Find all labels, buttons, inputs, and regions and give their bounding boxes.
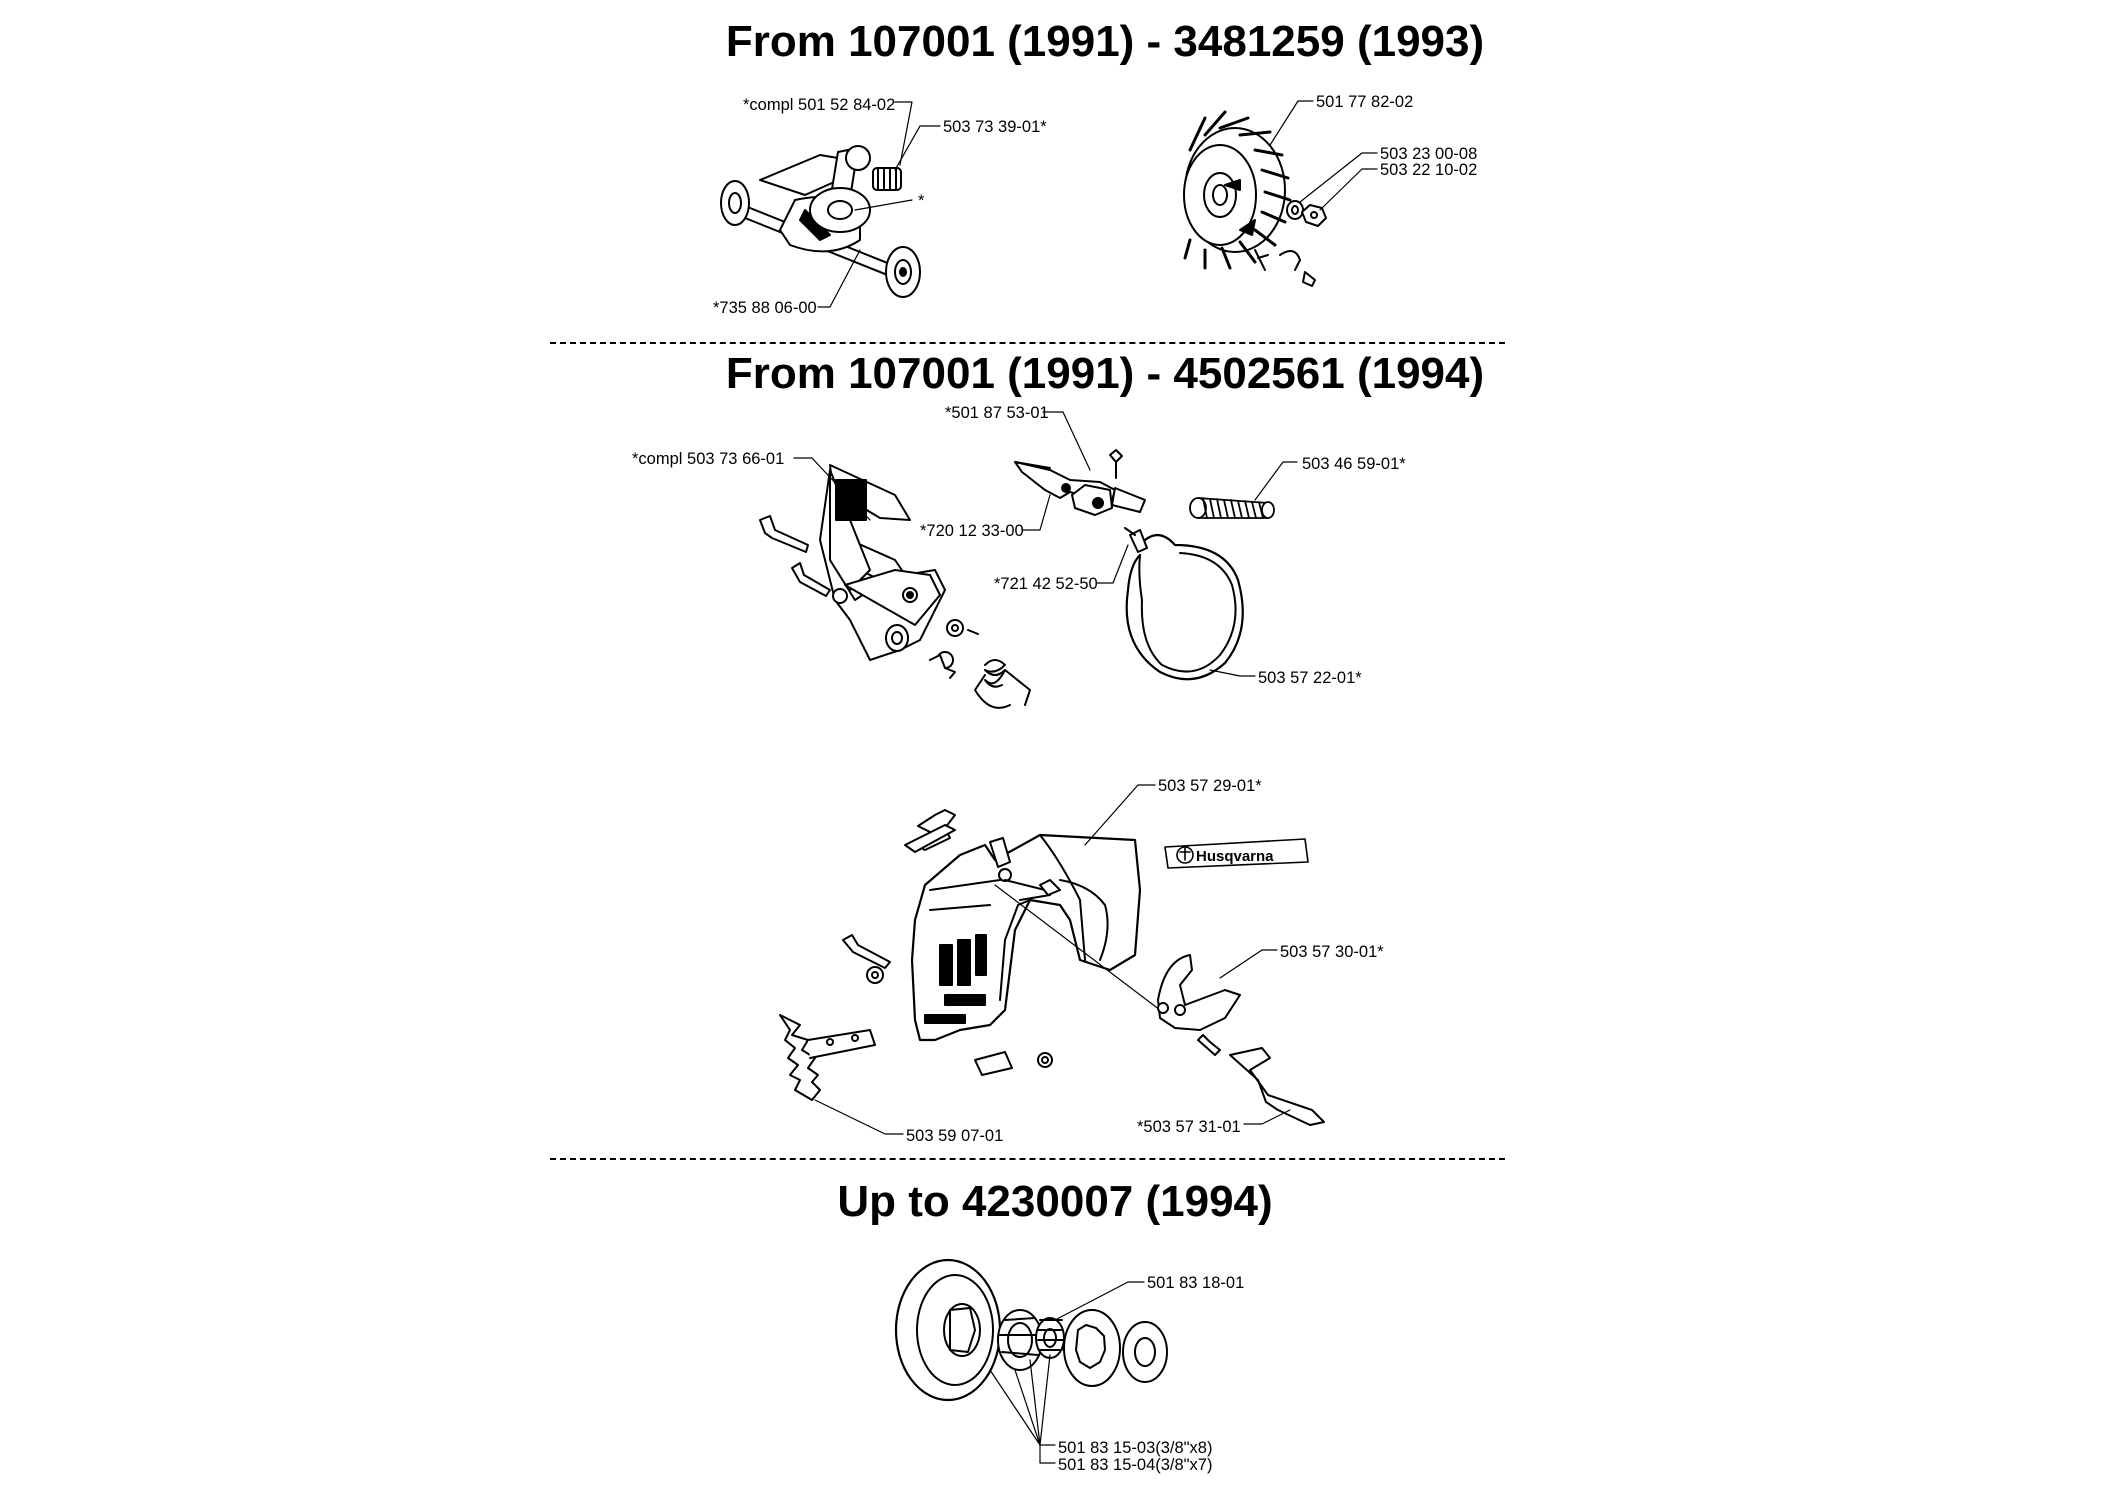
clutch-drum-drawing [896,1260,1167,1400]
crankshaft-drawing [721,146,920,297]
label-flywheel: 501 77 82-02 [1316,93,1414,111]
label-brake-band: 503 57 22-01* [1258,669,1362,687]
label-bracket: 503 57 30-01* [1280,943,1384,961]
label-nut: 503 22 10-02 [1380,161,1478,179]
clutch-cover-drawing [780,810,1324,1125]
label-pin: *720 12 33-00 [920,522,1024,540]
chain-guard-drawing [760,450,1274,708]
label-bearing-clutch: 501 83 18-01 [1147,1274,1245,1292]
clutch-drum-leaders [990,1282,1144,1463]
section-title-2: From 107001 (1991) - 4502561 (1994) [725,349,1485,398]
label-washer: 503 23 00-08 [1380,145,1478,163]
label-drum-38x8: 501 83 15-03(3/8"x8) [1058,1439,1213,1457]
label-lever-screw: *501 87 53-01 [945,404,1049,422]
label-spike: 503 59 07-01 [906,1127,1004,1145]
label-rivet: *721 42 52-50 [994,575,1098,593]
label-needle-bearing: 503 73 39-01* [943,118,1047,136]
label-guard-compl: *compl 503 73 66-01 [632,450,785,468]
label-drum-38x7: 501 83 15-04(3/8"x7) [1058,1456,1213,1474]
section-title-1: From 107001 (1991) - 3481259 (1993) [725,17,1485,66]
section-title-3: Up to 4230007 (1994) [837,1177,1273,1226]
label-cover: 503 57 29-01* [1158,777,1262,795]
label-crank-bearing: *735 88 06-00 [713,299,817,317]
husqvarna-decal-text: Husqvarna [1196,848,1274,865]
label-crank-compl: *compl 501 52 84-02 [743,96,896,114]
label-catcher: *503 57 31-01 [1137,1118,1241,1136]
label-crank-star: * [918,192,925,210]
label-spring: 503 46 59-01* [1302,455,1406,473]
flywheel-leaders [1270,101,1377,210]
